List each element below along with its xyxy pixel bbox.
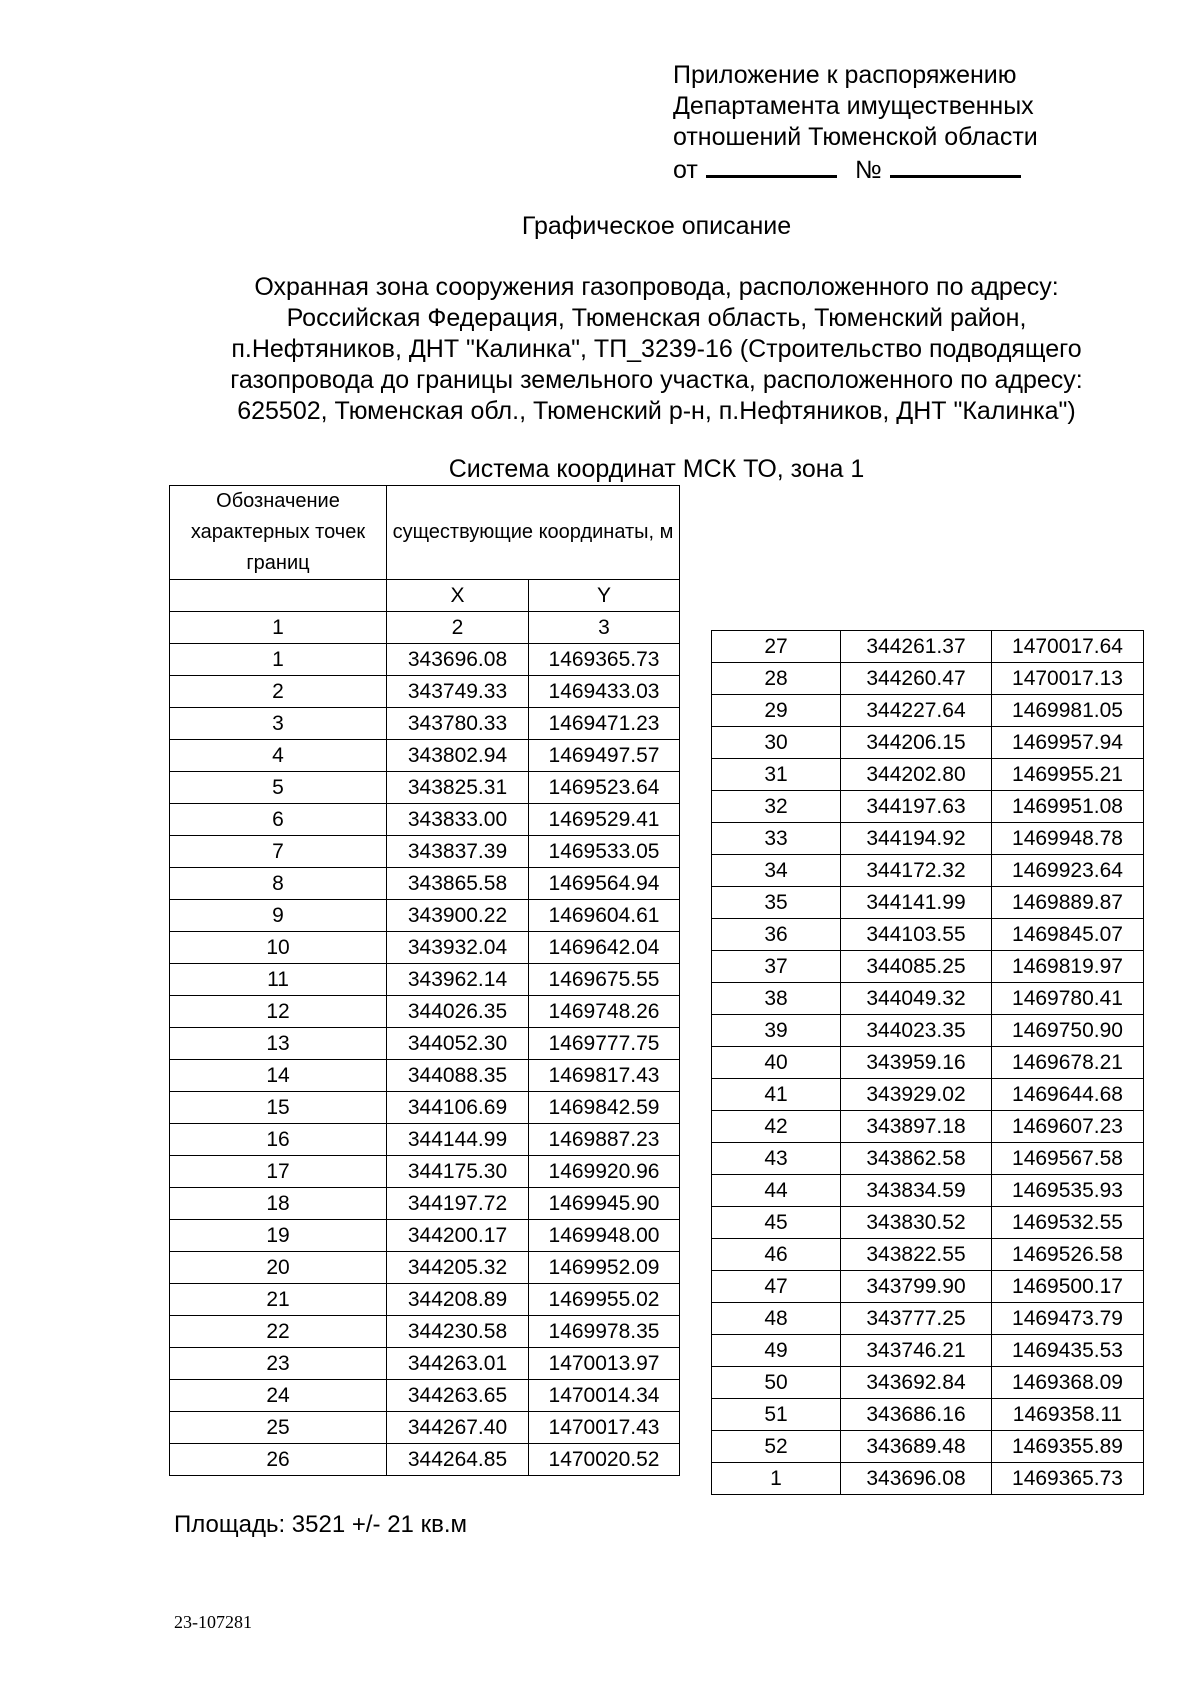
table-row bbox=[170, 804, 680, 836]
table-row bbox=[712, 1303, 1144, 1335]
table-row bbox=[170, 996, 680, 1028]
y-coordinate-cell: 1469748.26 bbox=[529, 996, 680, 1028]
y-coordinate-cell: 1469957.94 bbox=[992, 727, 1144, 759]
table-row bbox=[170, 1316, 680, 1348]
y-coordinate-cell: 1469750.90 bbox=[992, 1015, 1144, 1047]
y-coordinate-cell: 1469978.35 bbox=[529, 1316, 680, 1348]
subject-line-1: Охранная зона сооружения газопровода, расположенного по адресу: bbox=[254, 273, 1059, 301]
y-coordinate-cell: 1469675.55 bbox=[529, 964, 680, 996]
y-coordinate-cell: 1470017.13 bbox=[992, 663, 1144, 695]
table-row bbox=[712, 983, 1144, 1015]
table-row bbox=[712, 1239, 1144, 1271]
x-coordinate-cell: 344202.80 bbox=[841, 759, 992, 791]
table-row bbox=[170, 708, 680, 740]
date-blank bbox=[706, 153, 837, 178]
table-row bbox=[170, 1028, 680, 1060]
point-number-cell: 45 bbox=[712, 1207, 841, 1239]
x-coordinate-cell: 343865.58 bbox=[387, 868, 529, 900]
y-coordinate-cell: 1470020.52 bbox=[529, 1444, 680, 1476]
point-number-cell: 26 bbox=[170, 1444, 387, 1476]
table-row bbox=[170, 1188, 680, 1220]
point-number-cell: 15 bbox=[170, 1092, 387, 1124]
table-row bbox=[170, 676, 680, 708]
y-coordinate-cell: 1469678.21 bbox=[992, 1047, 1144, 1079]
table-column-number-row bbox=[170, 612, 680, 644]
x-coordinate-cell: 343825.31 bbox=[387, 772, 529, 804]
coordinate-system-label: Система координат МСК ТО, зона 1 bbox=[448, 455, 865, 483]
point-number-cell: 2 bbox=[170, 676, 387, 708]
point-number-cell: 32 bbox=[712, 791, 841, 823]
y-coordinate-cell: 1469644.68 bbox=[992, 1079, 1144, 1111]
point-number-cell: 19 bbox=[170, 1220, 387, 1252]
x-coordinate-cell: 344263.65 bbox=[387, 1380, 529, 1412]
y-coordinate-cell: 1469473.79 bbox=[992, 1303, 1144, 1335]
point-number-cell: 25 bbox=[170, 1412, 387, 1444]
y-coordinate-cell: 1469951.08 bbox=[992, 791, 1144, 823]
point-number-cell: 42 bbox=[712, 1111, 841, 1143]
table-row bbox=[170, 1124, 680, 1156]
point-number-cell: 50 bbox=[712, 1367, 841, 1399]
table-row bbox=[712, 1399, 1144, 1431]
x-coordinate-cell: 344200.17 bbox=[387, 1220, 529, 1252]
appendix-date-number-line bbox=[673, 153, 1038, 186]
y-coordinate-cell: 1469955.02 bbox=[529, 1284, 680, 1316]
table-row bbox=[712, 1207, 1144, 1239]
x-coordinate-cell: 344263.01 bbox=[387, 1348, 529, 1380]
document-number: 23-107281 bbox=[174, 1612, 252, 1632]
subject-line-5: 625502, Тюменская обл., Тюменский р-н, п.Нефтяников, ДНТ "Калинка") bbox=[237, 397, 1076, 425]
x-coordinate-cell: 344175.30 bbox=[387, 1156, 529, 1188]
point-number-cell: 8 bbox=[170, 868, 387, 900]
x-coordinate-cell: 344260.47 bbox=[841, 663, 992, 695]
table-header-row bbox=[170, 486, 680, 580]
table-row bbox=[170, 1284, 680, 1316]
point-number-cell: 47 bbox=[712, 1271, 841, 1303]
table-row bbox=[170, 1252, 680, 1284]
point-number-cell: 51 bbox=[712, 1399, 841, 1431]
point-number-cell: 39 bbox=[712, 1015, 841, 1047]
subject-line-2: Российская Федерация, Тюменская область, Тюменский район, bbox=[286, 304, 1027, 332]
point-number-cell: 49 bbox=[712, 1335, 841, 1367]
empty-header-cell bbox=[170, 580, 387, 612]
y-coordinate-cell: 1469777.75 bbox=[529, 1028, 680, 1060]
document-title: Графическое описание bbox=[521, 212, 792, 240]
table-row bbox=[170, 964, 680, 996]
table-row bbox=[712, 791, 1144, 823]
point-number-cell: 18 bbox=[170, 1188, 387, 1220]
x-coordinate-cell: 343900.22 bbox=[387, 900, 529, 932]
x-coordinate-cell: 343862.58 bbox=[841, 1143, 992, 1175]
y-coordinate-cell: 1469365.73 bbox=[529, 644, 680, 676]
column-number-3: 3 bbox=[529, 612, 680, 644]
point-number-cell: 52 bbox=[712, 1431, 841, 1463]
y-column-header: Y bbox=[529, 580, 680, 612]
appendix-header bbox=[673, 60, 1038, 186]
y-coordinate-cell: 1469819.97 bbox=[992, 951, 1144, 983]
x-coordinate-cell: 344049.32 bbox=[841, 983, 992, 1015]
table-row bbox=[712, 1111, 1144, 1143]
y-coordinate-cell: 1469500.17 bbox=[992, 1271, 1144, 1303]
point-number-cell: 16 bbox=[170, 1124, 387, 1156]
y-coordinate-cell: 1469981.05 bbox=[992, 695, 1144, 727]
y-coordinate-cell: 1469535.93 bbox=[992, 1175, 1144, 1207]
table-row bbox=[170, 1412, 680, 1444]
point-number-cell: 37 bbox=[712, 951, 841, 983]
y-coordinate-cell: 1469365.73 bbox=[992, 1463, 1144, 1495]
table-row bbox=[712, 663, 1144, 695]
table-row bbox=[170, 932, 680, 964]
point-number-cell: 46 bbox=[712, 1239, 841, 1271]
point-number-cell: 17 bbox=[170, 1156, 387, 1188]
table-row bbox=[170, 836, 680, 868]
point-number-cell: 7 bbox=[170, 836, 387, 868]
coords-column-header: существующие координаты, м bbox=[387, 486, 680, 580]
table-row bbox=[712, 1015, 1144, 1047]
table-row bbox=[712, 1335, 1144, 1367]
y-coordinate-cell: 1469920.96 bbox=[529, 1156, 680, 1188]
x-coordinate-cell: 344023.35 bbox=[841, 1015, 992, 1047]
point-number-cell: 40 bbox=[712, 1047, 841, 1079]
x-coordinate-cell: 343833.00 bbox=[387, 804, 529, 836]
x-coordinate-cell: 344205.32 bbox=[387, 1252, 529, 1284]
table-row bbox=[170, 1348, 680, 1380]
x-coordinate-cell: 344267.40 bbox=[387, 1412, 529, 1444]
table-row bbox=[712, 1271, 1144, 1303]
x-coordinate-cell: 343834.59 bbox=[841, 1175, 992, 1207]
x-coordinate-cell: 344106.69 bbox=[387, 1092, 529, 1124]
point-number-cell: 35 bbox=[712, 887, 841, 919]
y-coordinate-cell: 1469532.55 bbox=[992, 1207, 1144, 1239]
table-row bbox=[712, 1047, 1144, 1079]
subject-line-3: п.Нефтяников, ДНТ "Калинка", ТП_3239-16 (Строительство подводящего bbox=[231, 335, 1082, 363]
subject-line-4: газопровода до границы земельного участка, расположенного по адресу: bbox=[230, 366, 1083, 394]
point-number-cell: 9 bbox=[170, 900, 387, 932]
y-coordinate-cell: 1470017.64 bbox=[992, 631, 1144, 663]
table-row bbox=[170, 1444, 680, 1476]
y-coordinate-cell: 1469780.41 bbox=[992, 983, 1144, 1015]
point-number-cell: 10 bbox=[170, 932, 387, 964]
table-row bbox=[712, 1079, 1144, 1111]
point-number-cell: 34 bbox=[712, 855, 841, 887]
table-row bbox=[170, 1220, 680, 1252]
table-row bbox=[712, 1463, 1144, 1495]
y-coordinate-cell: 1469845.07 bbox=[992, 919, 1144, 951]
x-coordinate-cell: 343799.90 bbox=[841, 1271, 992, 1303]
x-coordinate-cell: 344172.32 bbox=[841, 855, 992, 887]
x-coordinate-cell: 344197.72 bbox=[387, 1188, 529, 1220]
table-row bbox=[712, 695, 1144, 727]
y-coordinate-cell: 1469523.64 bbox=[529, 772, 680, 804]
table-row bbox=[712, 919, 1144, 951]
x-coordinate-cell: 344141.99 bbox=[841, 887, 992, 919]
from-label: от bbox=[673, 156, 698, 184]
x-coordinate-cell: 344206.15 bbox=[841, 727, 992, 759]
number-label: № bbox=[854, 156, 882, 184]
y-coordinate-cell: 1469358.11 bbox=[992, 1399, 1144, 1431]
table-row bbox=[712, 727, 1144, 759]
table-row bbox=[712, 887, 1144, 919]
table-row bbox=[712, 1367, 1144, 1399]
point-number-cell: 36 bbox=[712, 919, 841, 951]
y-coordinate-cell: 1469433.03 bbox=[529, 676, 680, 708]
x-coordinate-cell: 343777.25 bbox=[841, 1303, 992, 1335]
x-coordinate-cell: 344144.99 bbox=[387, 1124, 529, 1156]
x-coordinate-cell: 344026.35 bbox=[387, 996, 529, 1028]
point-number-cell: 1 bbox=[170, 644, 387, 676]
x-coordinate-cell: 344208.89 bbox=[387, 1284, 529, 1316]
x-coordinate-cell: 343802.94 bbox=[387, 740, 529, 772]
table-row bbox=[170, 868, 680, 900]
x-coordinate-cell: 343749.33 bbox=[387, 676, 529, 708]
column-number-1: 1 bbox=[170, 612, 387, 644]
point-number-cell: 30 bbox=[712, 727, 841, 759]
x-column-header: X bbox=[387, 580, 529, 612]
table-row bbox=[170, 1092, 680, 1124]
x-coordinate-cell: 343897.18 bbox=[841, 1111, 992, 1143]
x-coordinate-cell: 344230.58 bbox=[387, 1316, 529, 1348]
point-number-cell: 27 bbox=[712, 631, 841, 663]
point-number-cell: 6 bbox=[170, 804, 387, 836]
x-coordinate-cell: 344103.55 bbox=[841, 919, 992, 951]
point-number-cell: 28 bbox=[712, 663, 841, 695]
y-coordinate-cell: 1469533.05 bbox=[529, 836, 680, 868]
table-row bbox=[170, 1380, 680, 1412]
table-row bbox=[170, 1156, 680, 1188]
y-coordinate-cell: 1469955.21 bbox=[992, 759, 1144, 791]
subject-description bbox=[0, 272, 1200, 427]
x-coordinate-cell: 343686.16 bbox=[841, 1399, 992, 1431]
table-row bbox=[712, 823, 1144, 855]
x-coordinate-cell: 344088.35 bbox=[387, 1060, 529, 1092]
y-coordinate-cell: 1469817.43 bbox=[529, 1060, 680, 1092]
x-coordinate-cell: 343692.84 bbox=[841, 1367, 992, 1399]
y-coordinate-cell: 1469435.53 bbox=[992, 1335, 1144, 1367]
point-number-cell: 31 bbox=[712, 759, 841, 791]
point-number-cell: 33 bbox=[712, 823, 841, 855]
y-coordinate-cell: 1469604.61 bbox=[529, 900, 680, 932]
table-row bbox=[712, 951, 1144, 983]
point-number-cell: 14 bbox=[170, 1060, 387, 1092]
area-value: Площадь: 3521 +/- 21 кв.м bbox=[174, 1511, 467, 1538]
point-number-cell: 11 bbox=[170, 964, 387, 996]
point-number-cell: 22 bbox=[170, 1316, 387, 1348]
y-coordinate-cell: 1469607.23 bbox=[992, 1111, 1144, 1143]
y-coordinate-cell: 1469355.89 bbox=[992, 1431, 1144, 1463]
coordinates-table-right bbox=[711, 630, 1144, 1495]
y-coordinate-cell: 1469842.59 bbox=[529, 1092, 680, 1124]
number-blank bbox=[890, 153, 1021, 178]
x-coordinate-cell: 344261.37 bbox=[841, 631, 992, 663]
table-row bbox=[712, 1431, 1144, 1463]
y-coordinate-cell: 1469642.04 bbox=[529, 932, 680, 964]
point-number-cell: 1 bbox=[712, 1463, 841, 1495]
y-coordinate-cell: 1470014.34 bbox=[529, 1380, 680, 1412]
point-number-cell: 13 bbox=[170, 1028, 387, 1060]
y-coordinate-cell: 1469889.87 bbox=[992, 887, 1144, 919]
x-coordinate-cell: 344052.30 bbox=[387, 1028, 529, 1060]
x-coordinate-cell: 343962.14 bbox=[387, 964, 529, 996]
x-coordinate-cell: 344197.63 bbox=[841, 791, 992, 823]
x-coordinate-cell: 343696.08 bbox=[387, 644, 529, 676]
x-coordinate-cell: 343932.04 bbox=[387, 932, 529, 964]
point-number-cell: 29 bbox=[712, 695, 841, 727]
appendix-line-2: Департамента имущественных bbox=[673, 92, 1034, 120]
table-row bbox=[170, 772, 680, 804]
table-row bbox=[170, 644, 680, 676]
x-coordinate-cell: 343746.21 bbox=[841, 1335, 992, 1367]
point-number-cell: 48 bbox=[712, 1303, 841, 1335]
x-coordinate-cell: 344194.92 bbox=[841, 823, 992, 855]
table-axis-row bbox=[170, 580, 680, 612]
y-coordinate-cell: 1469526.58 bbox=[992, 1239, 1144, 1271]
x-coordinate-cell: 344264.85 bbox=[387, 1444, 529, 1476]
table-row bbox=[170, 900, 680, 932]
y-coordinate-cell: 1469923.64 bbox=[992, 855, 1144, 887]
point-number-cell: 23 bbox=[170, 1348, 387, 1380]
y-coordinate-cell: 1470017.43 bbox=[529, 1412, 680, 1444]
x-coordinate-cell: 343822.55 bbox=[841, 1239, 992, 1271]
table-row bbox=[712, 1143, 1144, 1175]
x-coordinate-cell: 343830.52 bbox=[841, 1207, 992, 1239]
y-coordinate-cell: 1469529.41 bbox=[529, 804, 680, 836]
point-number-cell: 4 bbox=[170, 740, 387, 772]
point-number-cell: 21 bbox=[170, 1284, 387, 1316]
table-row bbox=[712, 1175, 1144, 1207]
y-coordinate-cell: 1469952.09 bbox=[529, 1252, 680, 1284]
table-row bbox=[712, 759, 1144, 791]
y-coordinate-cell: 1469471.23 bbox=[529, 708, 680, 740]
point-number-cell: 5 bbox=[170, 772, 387, 804]
x-coordinate-cell: 343689.48 bbox=[841, 1431, 992, 1463]
y-coordinate-cell: 1469948.00 bbox=[529, 1220, 680, 1252]
point-number-cell: 44 bbox=[712, 1175, 841, 1207]
x-coordinate-cell: 344227.64 bbox=[841, 695, 992, 727]
x-coordinate-cell: 343696.08 bbox=[841, 1463, 992, 1495]
coordinates-table-left bbox=[169, 485, 680, 1476]
table-row bbox=[712, 631, 1144, 663]
x-coordinate-cell: 343780.33 bbox=[387, 708, 529, 740]
appendix-line-1: Приложение к распоряжению bbox=[673, 61, 1017, 89]
x-coordinate-cell: 344085.25 bbox=[841, 951, 992, 983]
x-coordinate-cell: 343837.39 bbox=[387, 836, 529, 868]
point-number-cell: 41 bbox=[712, 1079, 841, 1111]
x-coordinate-cell: 343929.02 bbox=[841, 1079, 992, 1111]
y-coordinate-cell: 1469564.94 bbox=[529, 868, 680, 900]
y-coordinate-cell: 1469567.58 bbox=[992, 1143, 1144, 1175]
point-number-cell: 43 bbox=[712, 1143, 841, 1175]
points-column-header: Обозначение характерных точек границ bbox=[170, 486, 387, 580]
point-number-cell: 24 bbox=[170, 1380, 387, 1412]
y-coordinate-cell: 1469368.09 bbox=[992, 1367, 1144, 1399]
y-coordinate-cell: 1470013.97 bbox=[529, 1348, 680, 1380]
y-coordinate-cell: 1469945.90 bbox=[529, 1188, 680, 1220]
y-coordinate-cell: 1469948.78 bbox=[992, 823, 1144, 855]
point-number-cell: 38 bbox=[712, 983, 841, 1015]
point-number-cell: 20 bbox=[170, 1252, 387, 1284]
column-number-2: 2 bbox=[387, 612, 529, 644]
y-coordinate-cell: 1469497.57 bbox=[529, 740, 680, 772]
appendix-line-3: отношений Тюменской области bbox=[673, 123, 1038, 151]
table-row bbox=[712, 855, 1144, 887]
table-row bbox=[170, 1060, 680, 1092]
point-number-cell: 3 bbox=[170, 708, 387, 740]
y-coordinate-cell: 1469887.23 bbox=[529, 1124, 680, 1156]
point-number-cell: 12 bbox=[170, 996, 387, 1028]
table-row bbox=[170, 740, 680, 772]
x-coordinate-cell: 343959.16 bbox=[841, 1047, 992, 1079]
